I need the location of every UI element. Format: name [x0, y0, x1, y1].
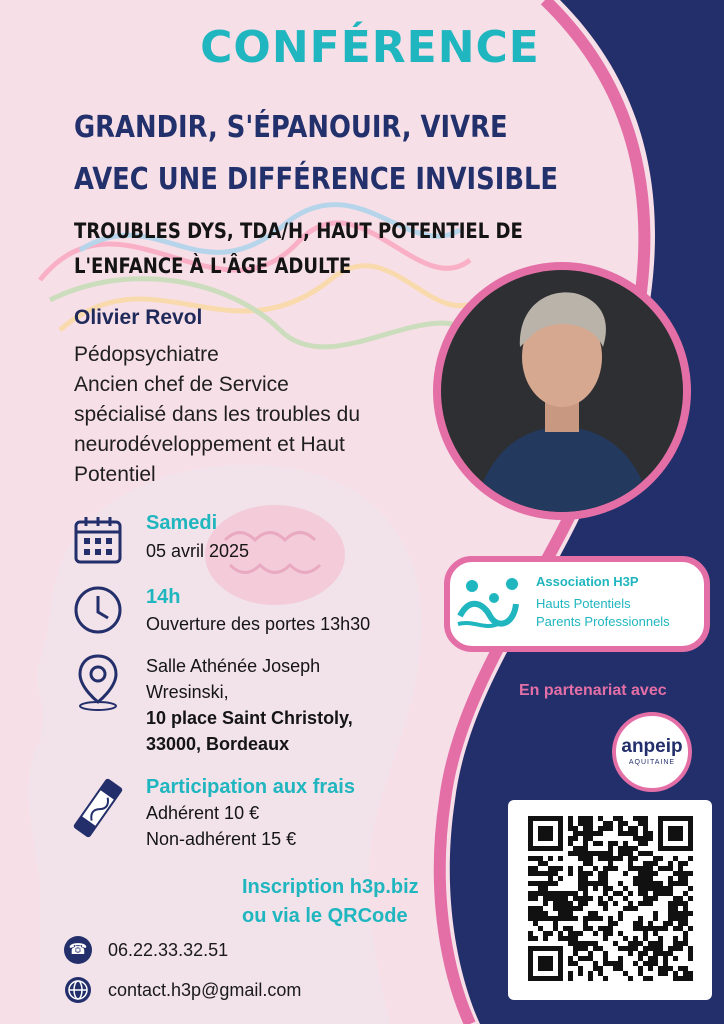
qr-code[interactable] — [508, 800, 712, 1000]
time-hour: 14h — [146, 586, 181, 608]
topic-line: L'ENFANCE À L'ÂGE ADULTE — [74, 254, 352, 278]
registration-line: ou via le QRCode — [242, 905, 408, 927]
location-pin-icon — [72, 652, 124, 717]
subtitle-line: GRANDIR, S'ÉPANOUIR, VIVRE — [74, 110, 508, 145]
fee-member: Adhérent 10 € — [146, 803, 260, 823]
speaker-role: neurodéveloppement et Haut — [74, 433, 345, 456]
fees-title: Participation aux frais — [146, 776, 355, 798]
venue-line: Salle Athénée Joseph — [146, 656, 321, 676]
date-full: 05 avril 2025 — [146, 541, 250, 561]
association-card — [444, 556, 710, 652]
speaker-role: Pédopsychiatre — [74, 343, 219, 366]
handshake-icon — [70, 776, 126, 845]
partner-logo-text: anpeip — [621, 736, 683, 757]
topic-line: TROUBLES DYS, TDA/H, HAUT POTENTIEL DE — [74, 219, 523, 243]
doors-open: Ouverture des portes 13h30 — [146, 614, 371, 634]
association-logo — [454, 574, 526, 639]
clock-icon — [72, 584, 124, 641]
association-name: Association H3P — [536, 574, 639, 589]
partner-logo — [612, 712, 692, 792]
venue-address: 10 place Saint Christoly, — [146, 708, 353, 728]
globe-icon — [64, 976, 92, 1009]
partner-label: En partenariat avec — [519, 682, 667, 699]
speaker-name: Olivier Revol — [74, 306, 203, 329]
speaker-photo — [433, 262, 691, 520]
association-line: Parents Professionnels — [536, 614, 670, 629]
speaker-role: spécialisé dans les troubles du — [74, 403, 361, 426]
contact-phone: 06.22.33.32.51 — [108, 940, 229, 960]
subtitle — [74, 102, 558, 206]
partner-logo-sub: AQUITAINE — [628, 759, 676, 766]
page-title: CONFÉRENCE — [200, 22, 540, 73]
contact-email: contact.h3p@gmail.com — [108, 980, 302, 1000]
phone-icon: ☎ — [64, 936, 92, 964]
registration-line: Inscription h3p.biz — [242, 876, 419, 898]
speaker-role: Ancien chef de Service — [74, 373, 289, 396]
fee-non-member: Non-adhérent 15 € — [146, 829, 297, 849]
speaker-role: Potentiel — [74, 463, 156, 486]
date-day: Samedi — [146, 512, 218, 534]
subtitle-line: AVEC UNE DIFFÉRENCE INVISIBLE — [74, 162, 559, 197]
venue-city: 33000, Bordeaux — [146, 734, 290, 754]
venue-line: Wresinski, — [146, 682, 229, 702]
association-line: Hauts Potentiels — [536, 596, 631, 611]
calendar-icon — [74, 514, 122, 569]
